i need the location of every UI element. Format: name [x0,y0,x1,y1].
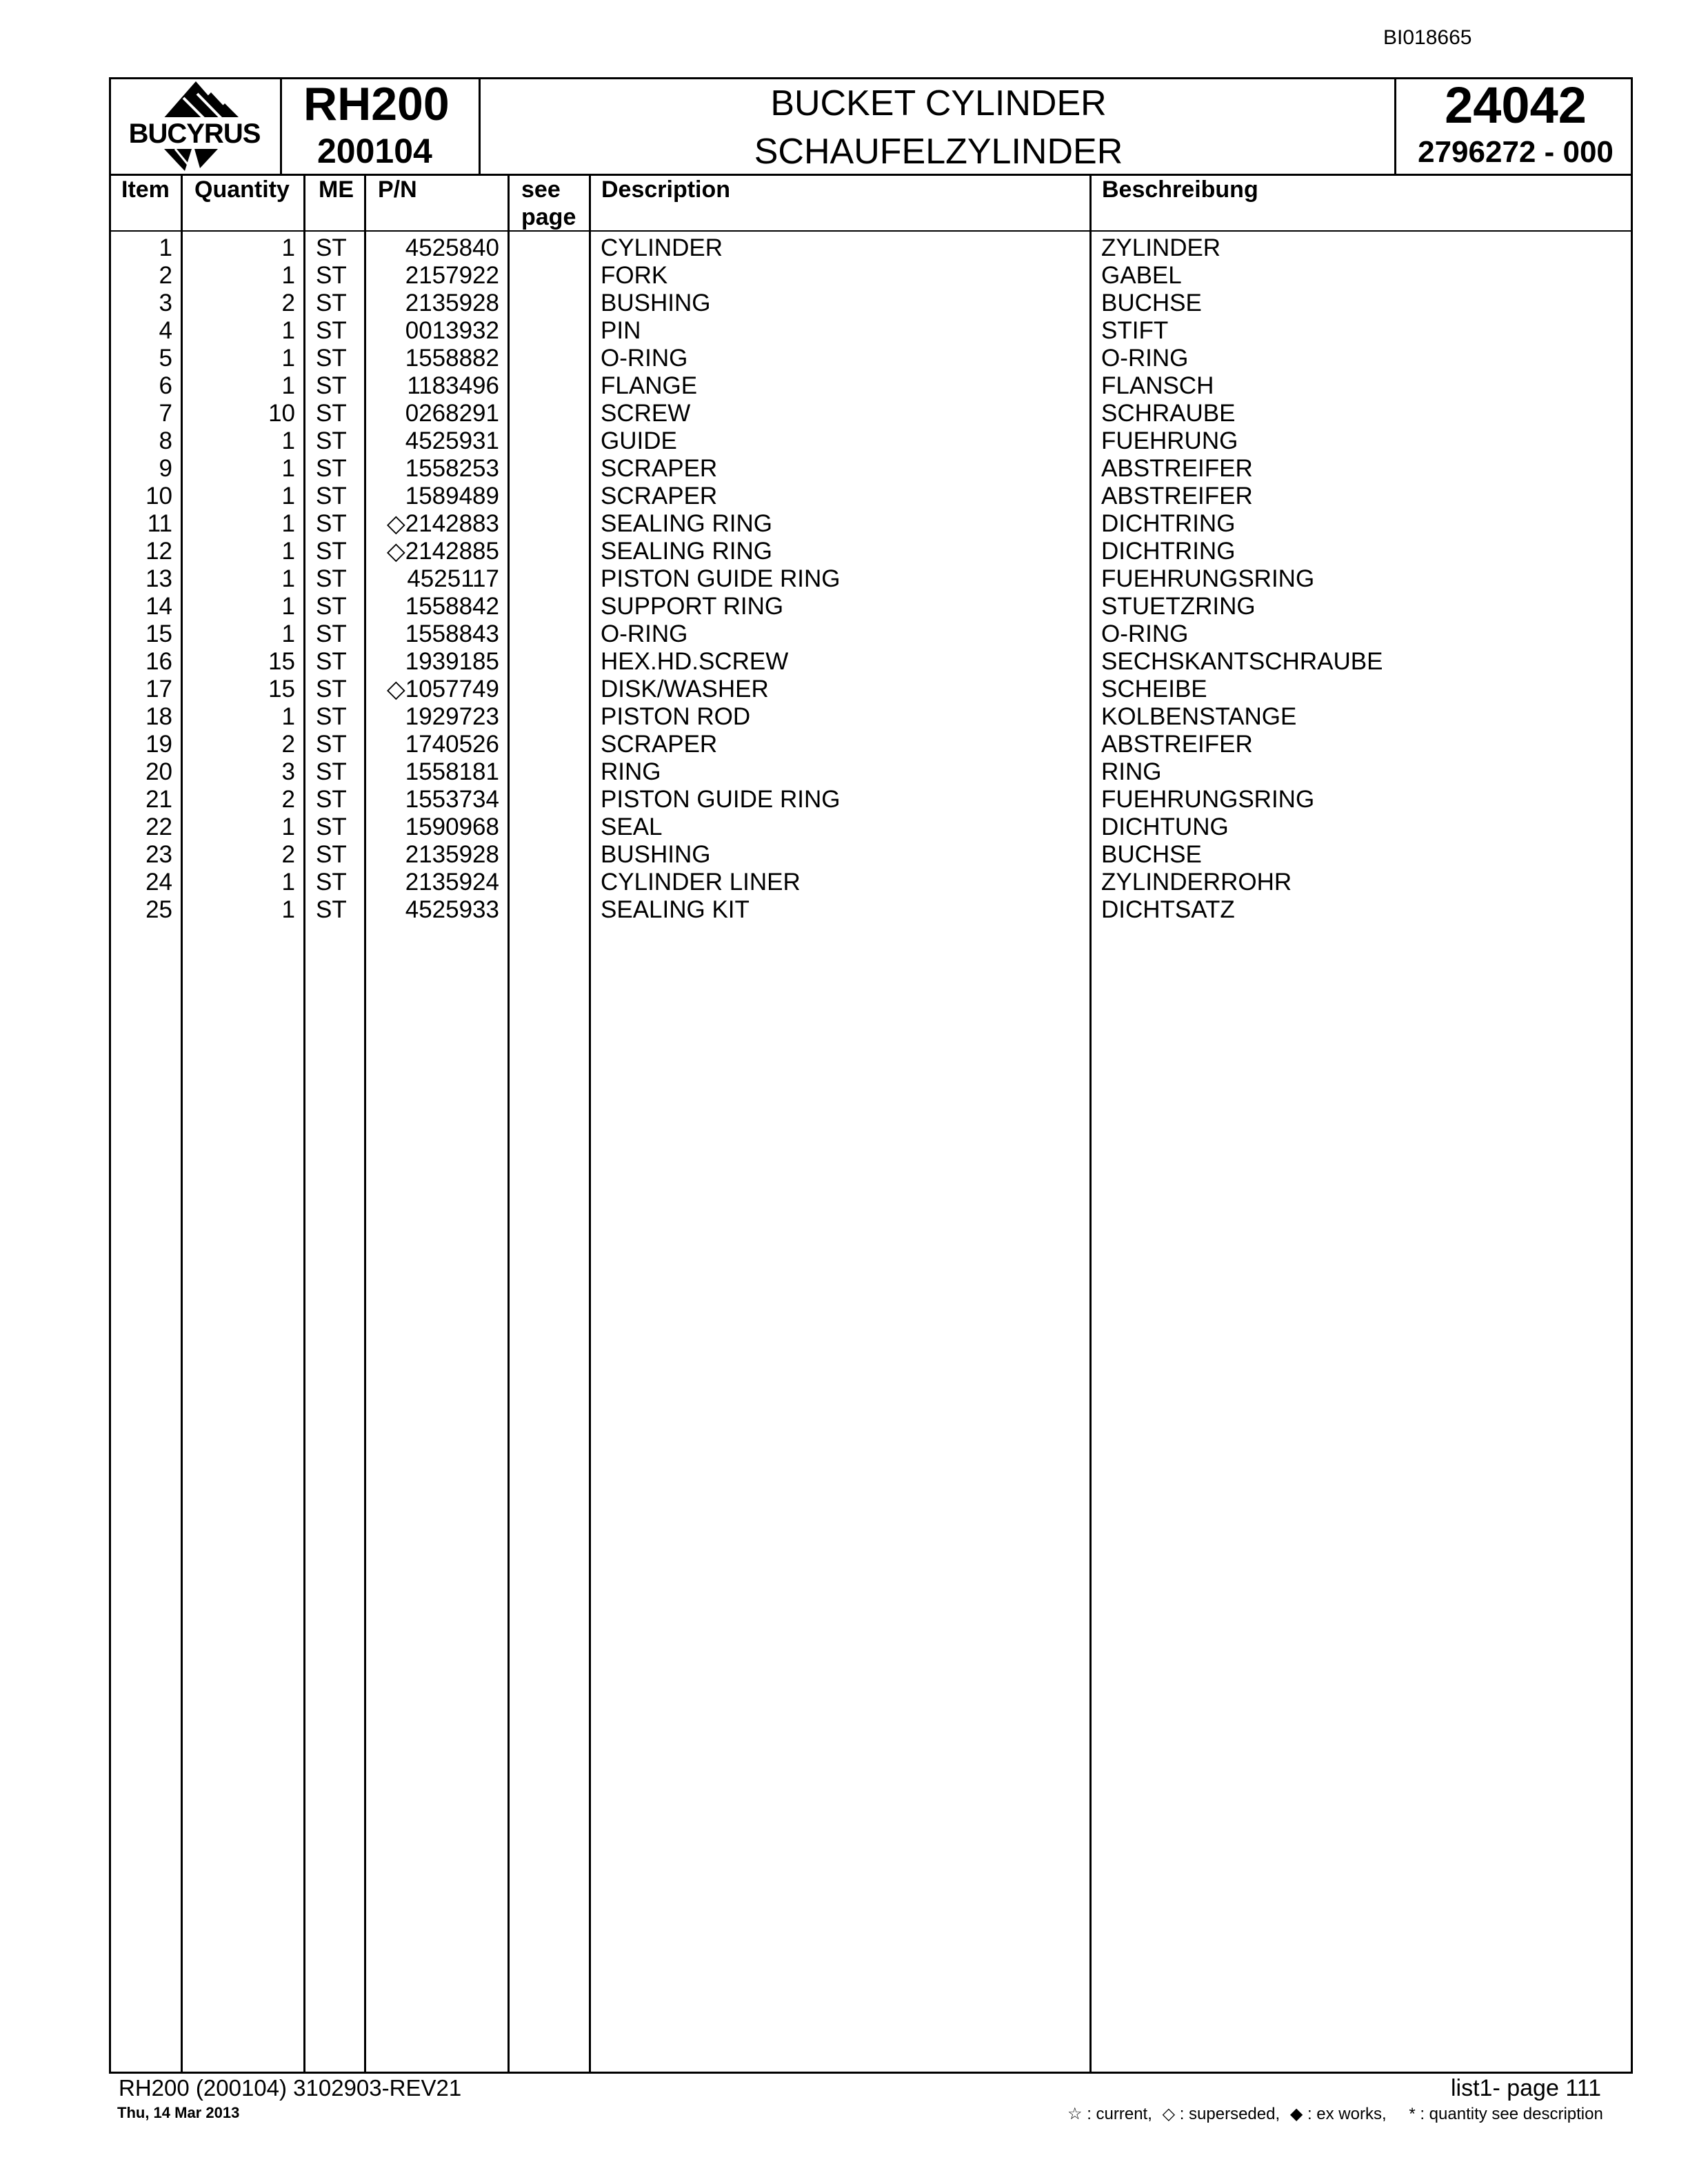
item-number: 7 [159,400,172,427]
document-id: BI018665 [1383,26,1472,49]
part-number-cell [407,372,499,400]
item-number: 24 [145,869,172,896]
table-row [0,565,1688,593]
beschreibung: O-RING [1101,620,1189,647]
beschreibung: KOLBENSTANGE [1101,703,1297,730]
item-number: 16 [145,648,172,675]
item-number: 14 [145,593,172,620]
beschreibung: FUEHRUNG [1101,427,1238,454]
description: SUPPORT RING [601,593,784,620]
legend-current: : current, [1087,2105,1152,2123]
item-number: 12 [145,538,172,565]
col-header-quantity: Quantity [194,176,290,203]
table-row [0,262,1688,290]
description: SCREW [601,400,691,427]
unit: ST [316,786,347,813]
description: DISK/WASHER [601,676,769,702]
description: GUIDE [601,427,677,454]
item-number: 21 [145,786,172,813]
part-number-cell [405,896,499,924]
part-number-cell [405,427,499,455]
description: FORK [601,262,668,289]
quantity: 3 [281,758,295,785]
unit: ST [316,869,347,896]
quantity: 1 [281,427,295,454]
item-number: 22 [145,813,172,840]
description: SEALING RING [601,510,772,537]
quantity: 1 [281,262,295,289]
unit: ST [316,400,347,427]
part-number-value: 4525933 [405,896,499,923]
description: PIN [601,317,641,344]
footer-date: Thu, 14 Mar 2013 [117,2104,240,2121]
footer-doc-ref: RH200 (200104) 3102903-REV21 [119,2075,462,2101]
part-number-value: 2135928 [405,290,499,316]
part-number-value: 2142885 [405,538,499,565]
item-number: 23 [145,841,172,868]
part-number-value: 1939185 [405,648,499,675]
quantity: 2 [281,786,295,813]
part-number-cell [387,538,499,565]
unit: ST [316,841,347,868]
part-number-value: 1929723 [405,703,499,730]
table-row [0,427,1688,455]
part-number-cell [405,400,499,427]
star-outline-icon: ☆ [1067,2105,1083,2123]
quantity: 15 [268,648,295,675]
unit: ST [316,731,347,758]
col-header-see: see [521,176,561,203]
item-number: 11 [147,510,172,537]
beschreibung: SECHSKANTSCHRAUBE [1101,648,1383,675]
description: SEALING RING [601,538,772,565]
header-vline-title [1394,77,1396,175]
part-number-cell [405,813,499,841]
beschreibung: ZYLINDERROHR [1101,869,1292,896]
part-number-cell [405,758,499,786]
part-number-cell [407,565,499,593]
part-number-cell [405,345,499,372]
unit: ST [316,345,347,372]
quantity: 1 [281,483,295,509]
part-number-value: 2135924 [405,869,499,896]
table-row [0,538,1688,565]
description: SCRAPER [601,731,718,758]
quantity: 1 [281,593,295,620]
beschreibung: GABEL [1101,262,1182,289]
part-number-cell [405,786,499,813]
group-number: 24042 [1445,77,1587,134]
table-row [0,758,1688,786]
title-english: BUCKET CYLINDER [770,83,1107,123]
description: PISTON ROD [601,703,751,730]
table-row [0,455,1688,483]
table-row [0,676,1688,703]
unit: ST [316,483,347,509]
part-number-cell [405,593,499,620]
table-row [0,345,1688,372]
table-row [0,483,1688,510]
item-number: 25 [145,896,172,923]
part-number-value: 4525117 [407,565,499,592]
table-row [0,841,1688,869]
table-row [0,813,1688,841]
part-number-value: 1589489 [405,483,499,509]
unit: ST [316,510,347,537]
unit: ST [316,703,347,730]
part-number-value: 1740526 [405,731,499,758]
bucyrus-logo [114,79,277,172]
col-header-page: page [521,204,576,230]
beschreibung: FLANSCH [1101,372,1214,399]
item-number: 18 [145,703,172,730]
legend-quantity: * : quantity see description [1409,2105,1603,2123]
part-number-value: 4525931 [405,427,499,454]
unit: ST [316,455,347,482]
table-row [0,648,1688,676]
description: BUSHING [601,290,711,316]
unit: ST [316,676,347,702]
part-number-value: 1558843 [405,620,499,647]
description: CYLINDER LINER [601,869,801,896]
description: FLANGE [601,372,698,399]
bucyrus-logo-mark [114,79,277,172]
item-number: 6 [159,372,172,399]
unit: ST [316,565,347,592]
header-vline-model [479,77,481,175]
unit: ST [316,758,347,785]
part-number-value: 2142883 [405,510,499,537]
superseded-marker: ◇ [386,510,405,537]
part-number-cell [405,841,499,869]
item-number: 3 [159,290,172,316]
description: CYLINDER [601,234,723,261]
diamond-filled-icon: ◆ [1289,2105,1303,2123]
beschreibung: SCHRAUBE [1101,400,1236,427]
description: HEX.HD.SCREW [601,648,789,675]
part-number-cell [387,676,499,703]
item-number: 10 [145,483,172,509]
part-number-value: 1590968 [405,813,499,840]
part-number-value: 1558882 [405,345,499,372]
part-number-value: 1057749 [405,676,499,702]
footer-page: list1- page 111 [1451,2075,1601,2101]
unit: ST [316,262,347,289]
beschreibung: DICHTRING [1101,510,1236,537]
col-header-pn: P/N [378,176,417,203]
beschreibung: BUCHSE [1101,841,1202,868]
table-row [0,731,1688,758]
beschreibung: ABSTREIFER [1101,455,1253,482]
part-number-cell [405,455,499,483]
column-header-divider [109,230,1633,232]
table-row [0,372,1688,400]
beschreibung: DICHTSATZ [1101,896,1235,923]
quantity: 1 [281,345,295,372]
description: SCRAPER [601,483,718,509]
beschreibung: RING [1101,758,1162,785]
part-number-cell [405,234,499,262]
description: SEALING KIT [601,896,750,923]
beschreibung: DICHTUNG [1101,813,1229,840]
beschreibung: FUEHRUNGSRING [1101,565,1315,592]
part-number-cell [405,731,499,758]
part-number-value: 0268291 [405,400,499,427]
legend-exworks: : ex works, [1307,2105,1387,2123]
unit: ST [316,372,347,399]
description: SCRAPER [601,455,718,482]
beschreibung: FUEHRUNGSRING [1101,786,1315,813]
description: O-RING [601,345,688,372]
item-number: 15 [145,620,172,647]
col-header-item: Item [121,176,170,203]
unit: ST [316,648,347,675]
beschreibung: DICHTRING [1101,538,1236,565]
unit: ST [316,427,347,454]
table-row [0,896,1688,924]
unit: ST [316,290,347,316]
quantity: 1 [281,234,295,261]
part-number-value: 0013932 [405,317,499,344]
part-number-value: 4525840 [405,234,499,261]
unit: ST [316,593,347,620]
beschreibung: SCHEIBE [1101,676,1207,702]
svg-text:BUCYRUS: BUCYRUS [128,119,261,149]
part-number-cell [405,620,499,648]
part-number-value: 2157922 [405,262,499,289]
item-number: 9 [159,455,172,482]
model-name: RH200 [303,78,450,130]
beschreibung: BUCHSE [1101,290,1202,316]
table-row [0,510,1688,538]
beschreibung: ABSTREIFER [1101,483,1253,509]
item-number: 2 [159,262,172,289]
part-number-cell [405,290,499,317]
part-number-cell [387,510,499,538]
table-row [0,620,1688,648]
beschreibung: O-RING [1101,345,1189,372]
description: SEAL [601,813,663,840]
table-row [0,400,1688,427]
legend-superseded: : superseded, [1179,2105,1280,2123]
description: PISTON GUIDE RING [601,565,841,592]
col-header-description: Description [601,176,731,203]
quantity: 1 [281,869,295,896]
beschreibung: STIFT [1101,317,1169,344]
quantity: 1 [281,538,295,565]
table-row [0,290,1688,317]
quantity: 1 [281,896,295,923]
item-number: 20 [145,758,172,785]
footer-legend [1067,2104,1603,2124]
part-number-cell [405,648,499,676]
description: PISTON GUIDE RING [601,786,841,813]
part-number: 2796272 - 000 [1418,135,1614,169]
quantity: 2 [281,731,295,758]
col-header-beschreibung: Beschreibung [1102,176,1258,203]
quantity: 1 [281,372,295,399]
item-number: 13 [145,565,172,592]
table-row [0,234,1688,262]
part-number-value: 2135928 [405,841,499,868]
part-number-value: 1183496 [407,372,499,399]
beschreibung: STUETZRING [1101,593,1256,620]
part-number-value: 1558181 [405,758,499,785]
quantity: 10 [268,400,295,427]
table-row [0,317,1688,345]
table-row [0,869,1688,896]
quantity: 1 [281,565,295,592]
beschreibung: ABSTREIFER [1101,731,1253,758]
unit: ST [316,620,347,647]
part-number-cell [405,869,499,896]
quantity: 2 [281,290,295,316]
quantity: 2 [281,841,295,868]
item-number: 17 [145,676,172,702]
diamond-outline-icon: ◇ [1162,2105,1176,2123]
part-number-cell [405,703,499,731]
superseded-marker: ◇ [386,676,405,702]
part-number-value: 1558253 [405,455,499,482]
title-german: SCHAUFELZYLINDER [754,132,1123,172]
part-number-cell [405,262,499,290]
description: RING [601,758,661,785]
quantity: 1 [281,317,295,344]
quantity: 1 [281,813,295,840]
table-row [0,703,1688,731]
quantity: 15 [268,676,295,702]
description: BUSHING [601,841,711,868]
unit: ST [316,896,347,923]
serial-number: 200104 [317,132,432,170]
part-number-value: 1553734 [405,786,499,813]
quantity: 1 [281,510,295,537]
unit: ST [316,317,347,344]
table-row [0,593,1688,620]
unit: ST [316,234,347,261]
item-number: 19 [145,731,172,758]
col-header-me: ME [319,176,354,203]
part-number-cell [405,483,499,510]
item-number: 1 [159,234,172,261]
item-number: 4 [159,317,172,344]
unit: ST [316,813,347,840]
part-number-cell [405,317,499,345]
item-number: 8 [159,427,172,454]
quantity: 1 [281,620,295,647]
superseded-marker: ◇ [386,538,405,565]
item-number: 5 [159,345,172,372]
part-number-value: 1558842 [405,593,499,620]
beschreibung: ZYLINDER [1101,234,1221,261]
quantity: 1 [281,703,295,730]
description: O-RING [601,620,688,647]
header-vline-logo [280,77,282,175]
header-divider [109,174,1633,176]
table-row [0,786,1688,813]
unit: ST [316,538,347,565]
quantity: 1 [281,455,295,482]
